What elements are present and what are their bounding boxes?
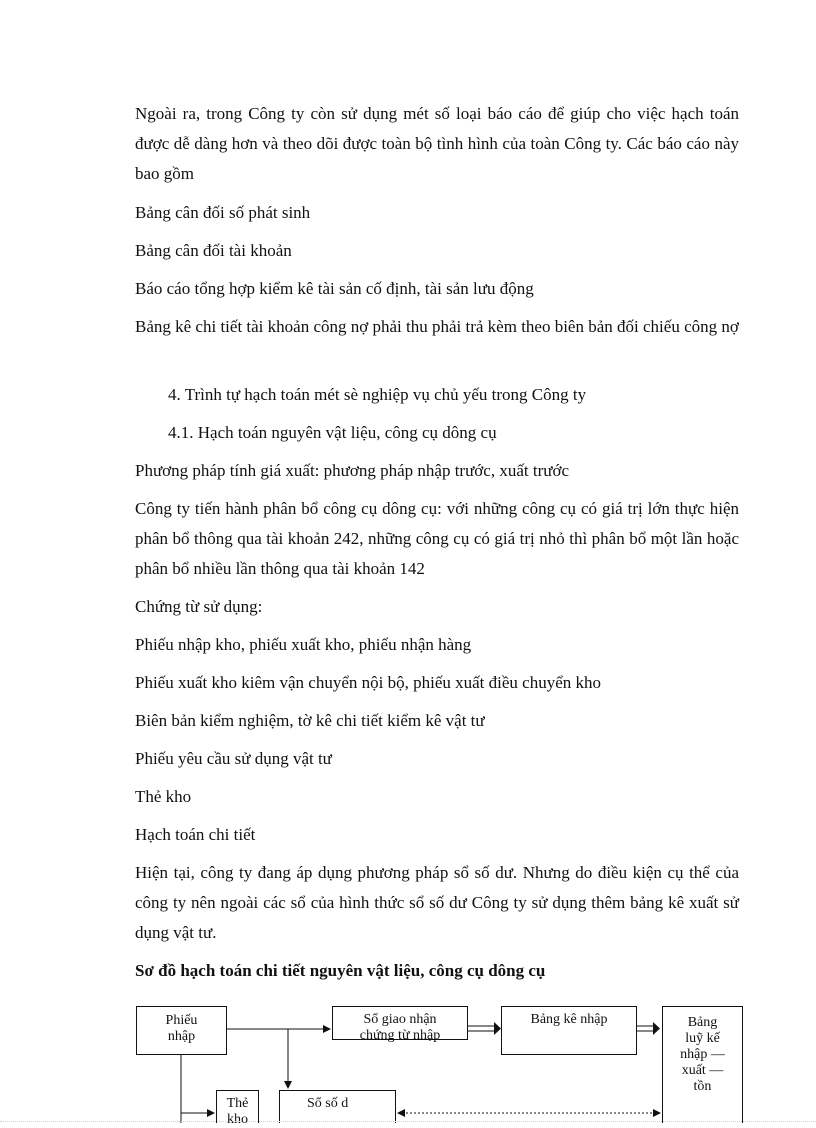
box-so-so-du — [279, 1090, 396, 1123]
paragraph-current-method: Hiện tại, công ty đang áp dụng phương pháp sổ số dư. Nhưng do điều kiện cụ thể của công ty nên ngoài các sổ của hình thức sổ số dư Công ty sử dụng thêm bảng kê xuất sử dụng vật tư. — [135, 863, 739, 942]
paragraph-intro-reports: Ngoài ra, trong Công ty còn sử dụng mét số loại báo cáo để giúp cho việc hạch toán được dễ dàng hơn và theo dõi được toàn bộ tình hình của toàn Công ty. Các báo cáo này bao gồm — [135, 104, 739, 183]
paragraph-list-item: Phiếu nhập kho, phiếu xuất kho, phiếu nhận hàng — [135, 635, 472, 654]
paragraph-list-item: Báo cáo tổng hợp kiểm kê tài sản cố định, tài sản lưu động — [135, 279, 534, 298]
paragraph-list-item: Phiếu yêu cầu sử dụng vật tư — [135, 749, 332, 768]
box-the-kho — [216, 1090, 259, 1127]
paragraph-list-item: Phiếu xuất kho kiêm vận chuyển nội bộ, phiếu xuất điều chuyển kho — [135, 673, 601, 692]
diagram-title: Sơ đồ hạch toán chi tiết nguyên vật liệu, công cụ dông cụ — [135, 961, 546, 980]
double-arrow-so-giao-nhan-to-bang-ke-nhap — [467, 1022, 501, 1035]
paragraph-list-item: Bảng kê chi tiết tài khoản công nợ phải thu phải trả kèm theo biên bản đối chiếu công nợ — [135, 317, 739, 336]
paragraph-allocation: Công ty tiến hành phân bổ công cụ dông cụ: với những công cụ có giá trị lớn thực hiện phân bổ thông qua tài khoản 242, những công cụ có giá trị nhỏ thì phân bổ một lần hoặc phân bổ nhiều lần thông qua tài khoản 142 — [135, 499, 739, 578]
paragraph-pricing-method: Phương pháp tính giá xuất: phương pháp nhập trước, xuất trước — [135, 461, 569, 480]
paragraph-list-item: Thẻ kho — [135, 787, 192, 806]
box-bang-luy-ke — [662, 1006, 743, 1123]
paragraph-detail-accounting: Hạch toán chi tiết — [135, 825, 256, 844]
paragraph-documents-used: Chứng từ sử dụng: — [135, 597, 263, 616]
section-heading-4: 4. Trình tự hạch toán mét sè nghiệp vụ chủ yếu trong Công ty — [168, 385, 587, 404]
box-label: Sổ số d — [307, 1096, 349, 1111]
double-arrow-bang-ke-nhap-to-bang-luy-ke — [636, 1022, 660, 1035]
paragraph-list-item: Biên bản kiểm nghiệm, tờ kê chi tiết kiểm kê vật tư — [135, 711, 485, 730]
section-heading-4-1: 4.1. Hạch toán nguyên vật liệu, công cụ dông cụ — [168, 423, 497, 442]
box-phieu-nhap — [136, 1006, 227, 1055]
paragraph-list-item: Bảng cân đối tài khoản — [135, 241, 292, 260]
box-label: Phiếu nhập — [165, 1013, 198, 1044]
box-label: Thẻ kho — [226, 1096, 249, 1127]
paragraph-list-item: Bảng cân đối số phát sinh — [135, 203, 311, 222]
box-label: Bảng luỹ kế nhập — xuất — tồn — [680, 1015, 725, 1094]
box-so-giao-nhan — [332, 1006, 468, 1043]
page-edge-divider — [0, 1121, 816, 1122]
box-label: Bảng kê nhập — [530, 1012, 608, 1027]
box-label: Sổ giao nhận chứng từ nhập — [359, 1012, 441, 1043]
box-bang-ke-nhap — [501, 1006, 637, 1055]
